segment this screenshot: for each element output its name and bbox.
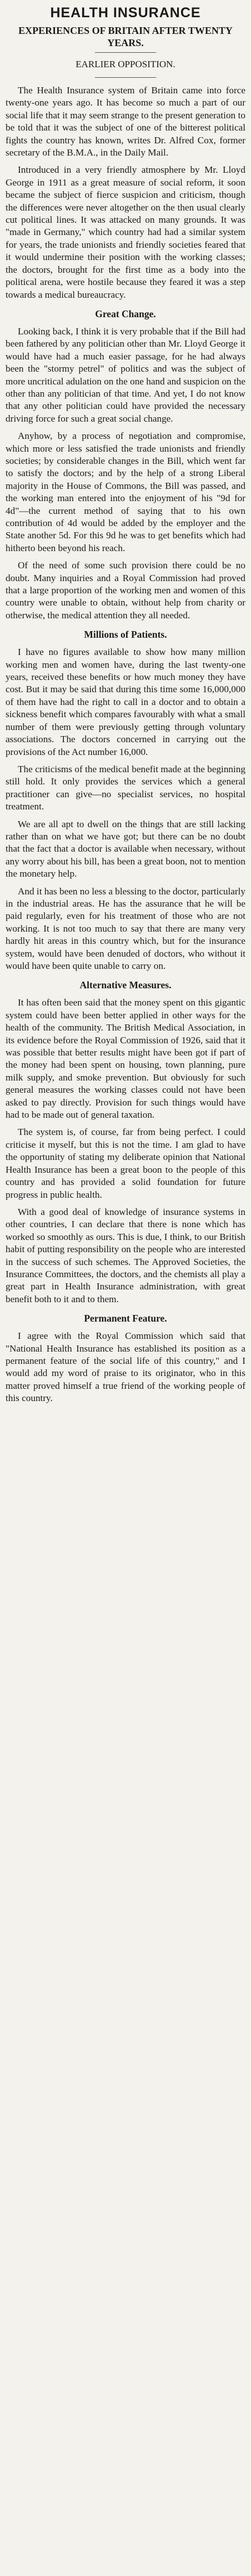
article-paragraph: Looking back, I think it is very probable that if the Bill had been fathered by any politician other than Mr. Lloyd George it would have had a much easier passage, for he had always been the "stormy petrel" of politics and was the subject of more uncritical adulation on the one hand and suspicion on the other than any politician of that time. And yet, I do not know that any other politician could have provided the necessary driving force for such a great social change. (6, 326, 245, 424)
article-paragraph: Of the need of some such provision there could be no doubt. Many inquiries and a Royal Commission had proved that a large proportion of the working men and women of this country were unable to obtain, without help from charity or otherwise, the medical attention they all needed. (6, 560, 245, 621)
article-paragraph: And it has been no less a blessing to the doctor, particularly in the industrial areas. He has the assurance that he will be paid regularly, even for his treatment of those who are not working. It is not too much to say that there are many very hardly hit areas in this country which, but for the insurance system, would have been denuded of doctors, who without it would have been quite unable to carry on. (6, 886, 245, 971)
article-paragraph: The criticisms of the medical benefit made at the beginning still hold. It only provides the services which a general practitioner can give—no specialist services, no hospital treatment. (6, 763, 245, 812)
article-paragraph: Anyhow, by a process of negotiation and compromise, which more or less satisfied the trade unionists and friendly societies; by considerable changes in the Bill, which went far to satisfy the doctors; and by the help of a strong Liberal majority in the House of Commons, the Bill was passed, and the working man entered into the enjoyment of his "9d for 4d"—the current method of saying that to his own contribution of 4d would be added by the employer and the State another 5d. For this 9d he was to get benefits which had hitherto been beyond his reach. (6, 431, 245, 553)
article-paragraph: The system is, of course, far from being perfect. I could criticise it myself, but this is not the time. I am glad to have the opportunity of stating my deliberate opinion that National Health Insurance has been a great boon to the people of this country and has provided a solid foundation for future progress in public health. (6, 1127, 245, 1200)
subheading: EXPERIENCES OF BRITAIN AFTER TWENTY YEARS. (18, 25, 233, 48)
headline: HEALTH INSURANCE (50, 5, 201, 21)
article-paragraph: With a good deal of knowledge of insurance systems in other countries, I can declare that there is none which has worked so smoothly as ours. This is due, I think, to our British habit of putting responsibility on the people who are interested in the success of such schemes. The Approved Societies, the Insurance Committees, the doctors, and the chemists all play a great part in Health Insurance administration, with great benefit both to it and to them. (6, 1206, 245, 1304)
divider-rule (95, 77, 156, 78)
section-heading: Great Change. (95, 308, 156, 319)
divider-rule (95, 52, 156, 53)
article-paragraph: We are all apt to dwell on the things that are still lacking rather than on what we have got; but there can be no doubt that the fact that a doctor is available when necessary, without any worry about his bill, has been a great boon, not to mention the monetary help. (6, 818, 245, 879)
article-body (6, 84, 245, 1405)
article-paragraph: Introduced in a very friendly atmosphere by Mr. Lloyd George in 1911 as a great measure of social reform, it soon became the subject of fierce suspicion and criticism, though the differences were never altogether on the then usual clearly cut political lines. It was attacked on many grounds. It was "made in Germany," which country had had a similar system for years, the trade unionists and friendly societies feared that it would undermine their position with the working classes; the doctors, brought for the first time as a body into the political arena, were hostile because they feared it was a step towards a medical bureaucracy. (6, 164, 245, 300)
article-paragraph: It has often been said that the money spent on this gigantic system could have been better applied in other ways for the health of the community. The British Medical Association, in its evidence before the Royal Commission of 1926, said that it was possible that better results might have been got if part of the money had been spent on housing, town planning, pure milk supply, and smoke prevention. But obviously for such general measures the working classes could not have been asked to pay directly. Provision for such things would have had to be made out of general taxation. (6, 997, 245, 1121)
article-paragraph: The Health Insurance system of Britain came into force twenty-one years ago. It has become so much a part of our social life that it may seem strange to the present generation to be told that it was the subject of one of the bitterest political fights the country has known, writes Dr. Alfred Cox, former secretary of the B.M.A., in the Daily Mail. (6, 85, 245, 158)
article-paragraph: I have no figures available to show how many million working men and women have, during the last twenty-one years, received these benefits or how much money they have cost. But it may be said that during this time some 16,000,000 of them have had the right to call in a doctor and to obtain a sickness benefit which compares favourably with what a small number of them were previously getting through voluntary associations. The doctors concerned in carrying out the provisions of the Act number 16,000. (6, 647, 245, 757)
section-heading: Millions of Patients. (84, 629, 167, 641)
kicker: EARLIER OPPOSITION. (76, 59, 175, 69)
article-paragraph: I agree with the Royal Commission which said that "National Health Insurance has established its position as a permanent feature of the social life of this country," and I would add my word of praise to its originator, who in this matter proved himself a true friend of the working people of this country. (6, 1330, 245, 1404)
section-heading: Alternative Measures. (79, 979, 172, 991)
section-heading: Permanent Feature. (84, 1313, 167, 1324)
